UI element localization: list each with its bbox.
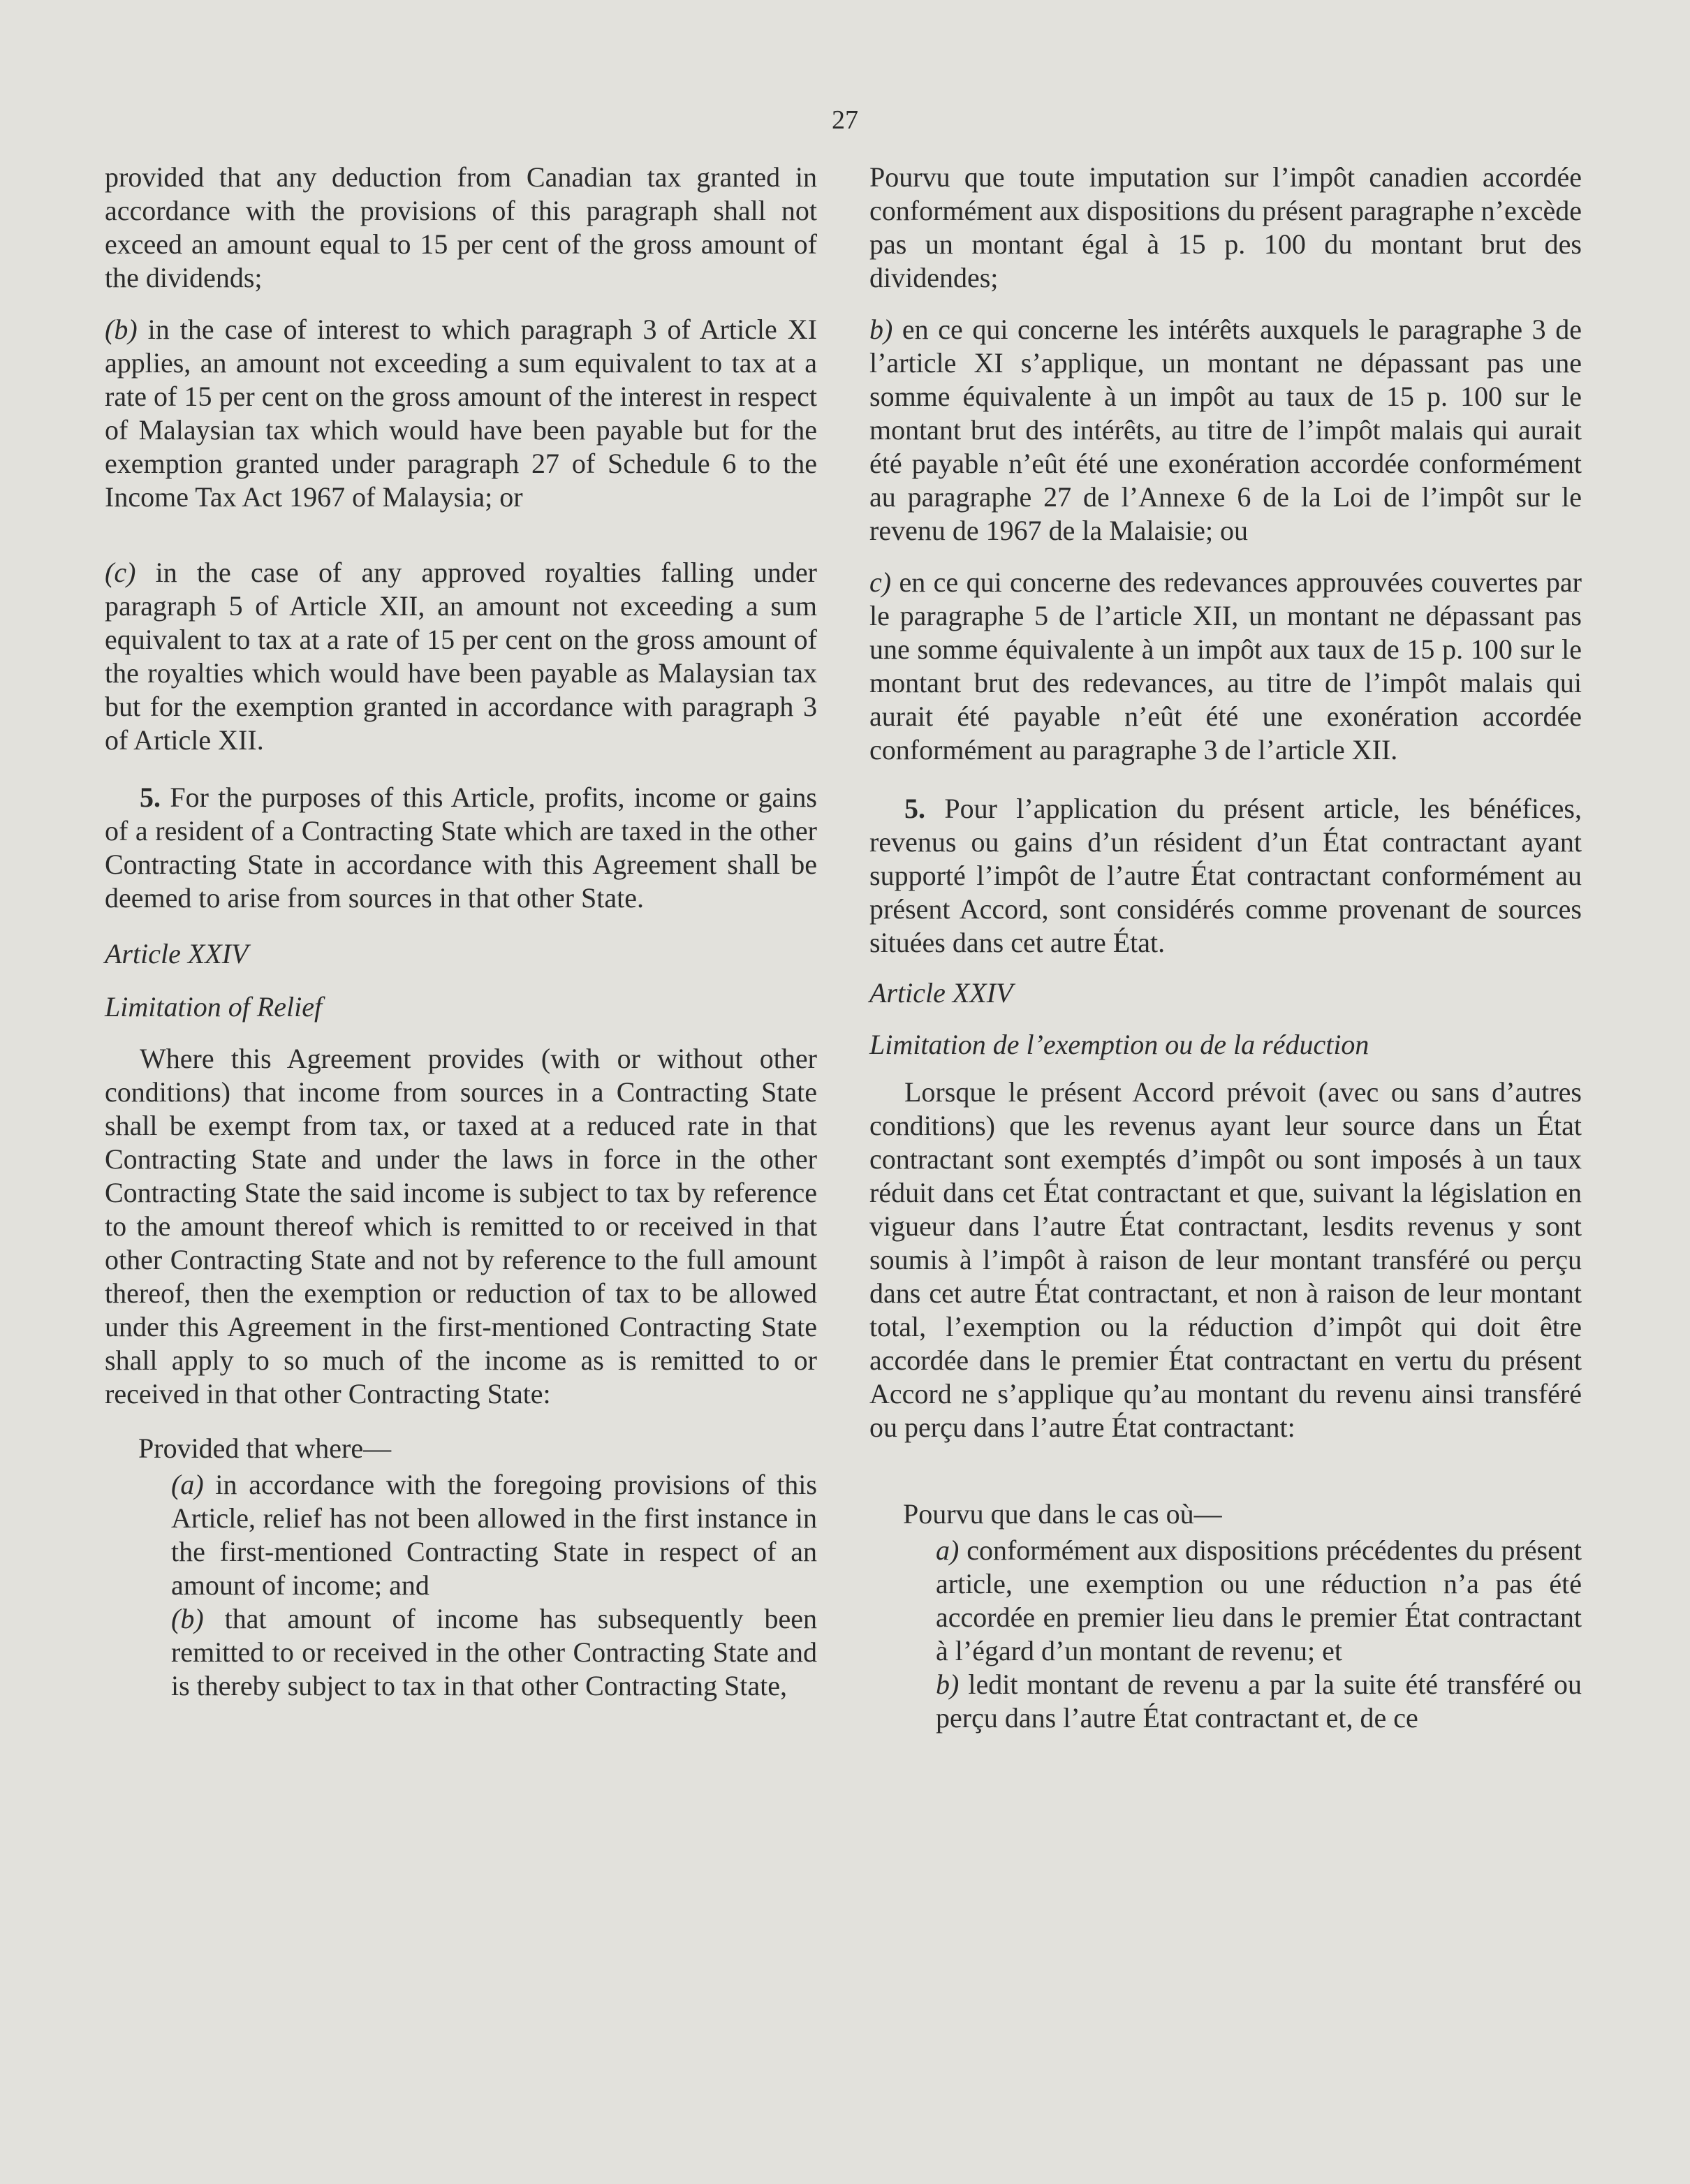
- en-proviso-a: [105, 1468, 817, 1602]
- french-column: [869, 161, 1582, 1735]
- fr-proviso-b-text: ledit montant de revenu a par la suite été transféré ou perçu dans l’autre État contractant et, de ce: [936, 1669, 1582, 1734]
- en-paragraph-b-label: (b): [105, 314, 138, 345]
- fr-proviso-intro: Pourvu que dans le cas où—: [903, 1498, 1222, 1530]
- en-proviso-b-label: (b): [171, 1603, 204, 1634]
- fr-paragraph-5-text: Pour l’application du présent article, les bénéfices, revenus ou gains d’un résident d’un État contractant ayant supporté l’impôt de l’autre État contractant conformément au présent Accord, sont considérés comme provenant de sources situées dans cet autre État.: [869, 793, 1582, 958]
- fr-proviso-a: [869, 1534, 1582, 1668]
- en-proviso-intro: Provided that where—: [138, 1432, 392, 1464]
- fr-paragraph-c: [869, 566, 1582, 767]
- fr-paragraph-c-text: en ce qui concerne des redevances approuvées couvertes par le paragraphe 5 de l’article XII, un montant ne dépassant pas une somme équivalente à un impôt aux taux de 15 p. 100 sur le montant brut des redevances, au titre de l’impôt malais qui aurait été payable n’eût été une exonération accordée conformément au paragraphe 3 de l’article XII.: [869, 566, 1582, 765]
- english-column: [105, 161, 817, 1703]
- fr-proviso-a-text: conformément aux dispositions précédentes du présent article, une exemption ou une réduction n’a pas été accordée en premier lieu dans le premier État contractant à l’égard d’un montant de revenu; et: [936, 1534, 1582, 1666]
- en-paragraph-b: [105, 313, 817, 514]
- fr-paragraph-b-text: en ce qui concerne les intérêts auxquels le paragraphe 3 de l’article XI s’applique, un montant ne dépassant pas une somme équivalente à un impôt au taux de 15 p. 100 sur le montant brut des intérêts, au titre de l’impôt malais qui aurait été payable n’eût été une exonération accordée conformément au paragraphe 27 de l’Annexe 6 de la Loi de l’impôt sur le revenu de 1967 de la Malaisie; ou: [869, 314, 1582, 546]
- fr-article-subtitle: Limitation de l’exemption ou de la réduction: [869, 1029, 1369, 1060]
- en-paragraph-5-text: For the purposes of this Article, profits, income or gains of a resident of a Contracting State which are taxed in the other Contracting State in accordance with this Agreement shall be deemed to arise from sources in that other State.: [105, 782, 817, 914]
- fr-paragraph-b: [869, 313, 1582, 548]
- en-proviso-dividends: provided that any deduction from Canadian tax granted in accordance with the provisions of this paragraph shall not exceed an amount equal to 15 per cent of the gross amount of the dividends;: [105, 161, 817, 293]
- fr-proviso-dividends: Pourvu que toute imputation sur l’impôt canadien accordée conformément aux dispositions du présent paragraphe n’excède pas un montant égal à 15 p. 100 du montant brut des dividendes;: [869, 161, 1582, 293]
- fr-proviso-b: [869, 1668, 1582, 1735]
- en-paragraph-b-text: in the case of interest to which paragraph 3 of Article XI applies, an amount not exceeding a sum equivalent to tax at a rate of 15 per cent on the gross amount of the interest in respect of Malaysian tax which would have been payable but for the exemption granted under paragraph 27 of Schedule 6 to the Income Tax Act 1967 of Malaysia; or: [105, 314, 817, 513]
- fr-paragraph-5-number: 5.: [904, 793, 925, 824]
- fr-paragraph-c-label: c): [869, 566, 892, 598]
- fr-proviso-a-label: a): [936, 1534, 960, 1566]
- en-paragraph-c-text: in the case of any approved royalties falling under paragraph 5 of Article XII, an amount not exceeding a sum equivalent to tax at a rate of 15 per cent on the gross amount of the royalties which would have been payable as Malaysian tax but for the exemption granted in accordance with paragraph 3 of Article XII.: [105, 557, 817, 756]
- en-article-title: Article XXIV: [105, 938, 249, 969]
- en-paragraph-5-number: 5.: [140, 782, 161, 813]
- en-proviso-b: [105, 1602, 817, 1703]
- fr-paragraph-5: [869, 792, 1582, 960]
- en-paragraph-c-label: (c): [105, 557, 136, 588]
- en-proviso-b-text: that amount of income has subsequently been remitted to or received in the other Contracting State and is thereby subject to tax in that other Contracting State,: [171, 1603, 817, 1701]
- en-article-subtitle: Limitation of Relief: [105, 991, 323, 1023]
- fr-article-body: Lorsque le présent Accord prévoit (avec ou sans d’autres conditions) que les revenus ayant leur source dans un État contractant sont exemptés d’impôt ou sont imposés à un taux réduit dans cet État contractant et que, suivant la législation en vigueur dans l’autre État contractant, lesdits revenus y sont soumis à l’impôt à raison de leur montant transféré ou perçu dans cet autre État contractant, et non à raison de leur montant total, l’exemption ou la réduction d’impôt qui doit être accordée dans le premier État contractant en vertu du présent Accord ne s’applique qu’au montant du revenu ainsi transféré ou perçu dans l’autre État contractant:: [869, 1076, 1582, 1443]
- fr-article-title: Article XXIV: [869, 977, 1013, 1009]
- en-proviso-a-label: (a): [171, 1469, 204, 1500]
- en-paragraph-5: [105, 781, 817, 915]
- fr-proviso-b-label: b): [936, 1669, 960, 1700]
- page-number: 27: [832, 105, 858, 135]
- en-paragraph-c: [105, 556, 817, 757]
- fr-paragraph-b-label: b): [869, 314, 893, 345]
- en-proviso-a-text: in accordance with the foregoing provisions of this Article, relief has not been allowed in the first instance in the first-mentioned Contracting State in respect of an amount of income; and: [171, 1469, 817, 1601]
- en-article-body: Where this Agreement provides (with or without other conditions) that income from sources in a Contracting State shall be exempt from tax, or taxed at a reduced rate in that Contracting State and under the laws in force in the other Contracting State the said income is subject to tax by reference to the amount thereof which is remitted to or received in that other Contracting State and not by reference to the full amount thereof, then the exemption or reduction of tax to be allowed under this Agreement in the first-mentioned Contracting State shall apply to so much of the income as is remitted to or received in that other Contracting State:: [105, 1043, 817, 1409]
